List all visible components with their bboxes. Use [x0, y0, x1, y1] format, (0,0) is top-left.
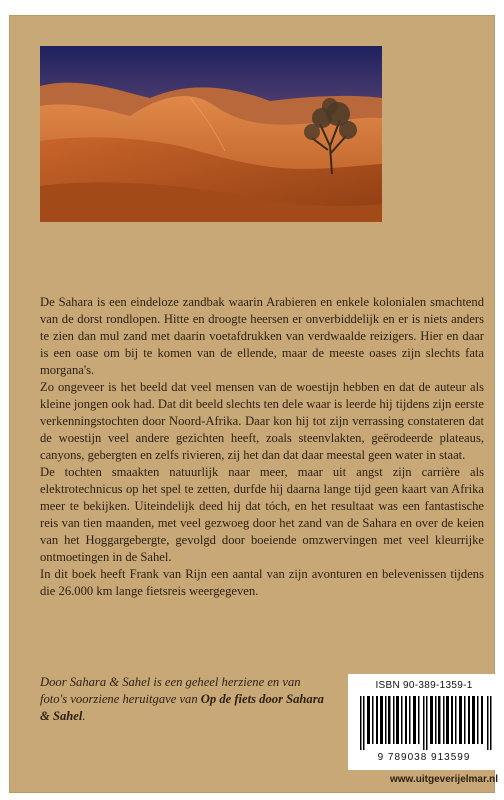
- isbn-label: ISBN 90-389-1359-1: [375, 680, 473, 691]
- barcode-icon: [358, 696, 494, 750]
- desert-photo: [40, 46, 382, 222]
- note-original-title: Op de fiets door Sahara & Sahel: [40, 692, 324, 723]
- blurb-paragraph-2: Zo ongeveer is het beeld dat veel mensen van de woestijn hebben en dat de auteur als kleine jongen ook had. Dat dit beeld slechts ten dele waar is leerde hij tijdens zijn eerste verkenningstochten door Noord-Afrika. Daar kon hij tot zijn verrassing constateren dat de woestijn veel andere gezichten heeft, zoals steenvlakten, geërodeerde plateaus, canyons, gebergten en zelfs rivieren, zij het dan dat daar meestal geen water in staat.: [40, 380, 484, 462]
- blurb-paragraph-3: De tochten smaakten natuurlijk naar meer, maar uit angst zijn carrière als elektrotechnicus op het spel te zetten, durfde hij daarna lange tijd geen kaart van Afrika meer te bekijken. Uiteindelijk deed hij dat tóch, en het resultaat was een fantastische reis van tien maanden, met veel gezwoeg door het zand van de Sahara en over de keien van het Hoggargebergte, gevolgd door boeiende omzwervingen met veel kleurrijke ontmoetingen in de Sahel.: [40, 465, 484, 564]
- note-end: .: [82, 709, 86, 723]
- back-cover-blurb: [40, 294, 484, 600]
- blurb-paragraph-4: In dit boek heeft Frank van Rijn een aantal van zijn avonturen en belevenissen tijdens die 26.000 km lange fietsreis weergegeven.: [40, 567, 484, 598]
- barcode-panel: [348, 674, 500, 770]
- edition-note: [40, 674, 330, 725]
- note-text: is een geheel herziene en van foto's voorziene heruitgave van: [40, 675, 301, 706]
- publisher-website: www.uitgeverijelmar.nl: [390, 774, 498, 785]
- desert-dunes-illustration: [40, 46, 382, 222]
- blurb-paragraph-1: De Sahara is een eindeloze zandbak waarin Arabieren en enkele kolonialen smachtend van de dorst rondlopen. Hitte en droogte heersen er onverbiddelijk en er is niets anders te zien dan mul zand met daarin voetafdrukken van verdwaalde reizigers. Hier en daar is een oase om bij te komen van de ellende, maar de meeste oases zijn slechts fata morgana's.: [40, 295, 484, 377]
- ean-number: 9 789038 913599: [377, 752, 471, 763]
- book-back-cover: [10, 16, 498, 792]
- note-title: Door Sahara & Sahel: [40, 675, 151, 689]
